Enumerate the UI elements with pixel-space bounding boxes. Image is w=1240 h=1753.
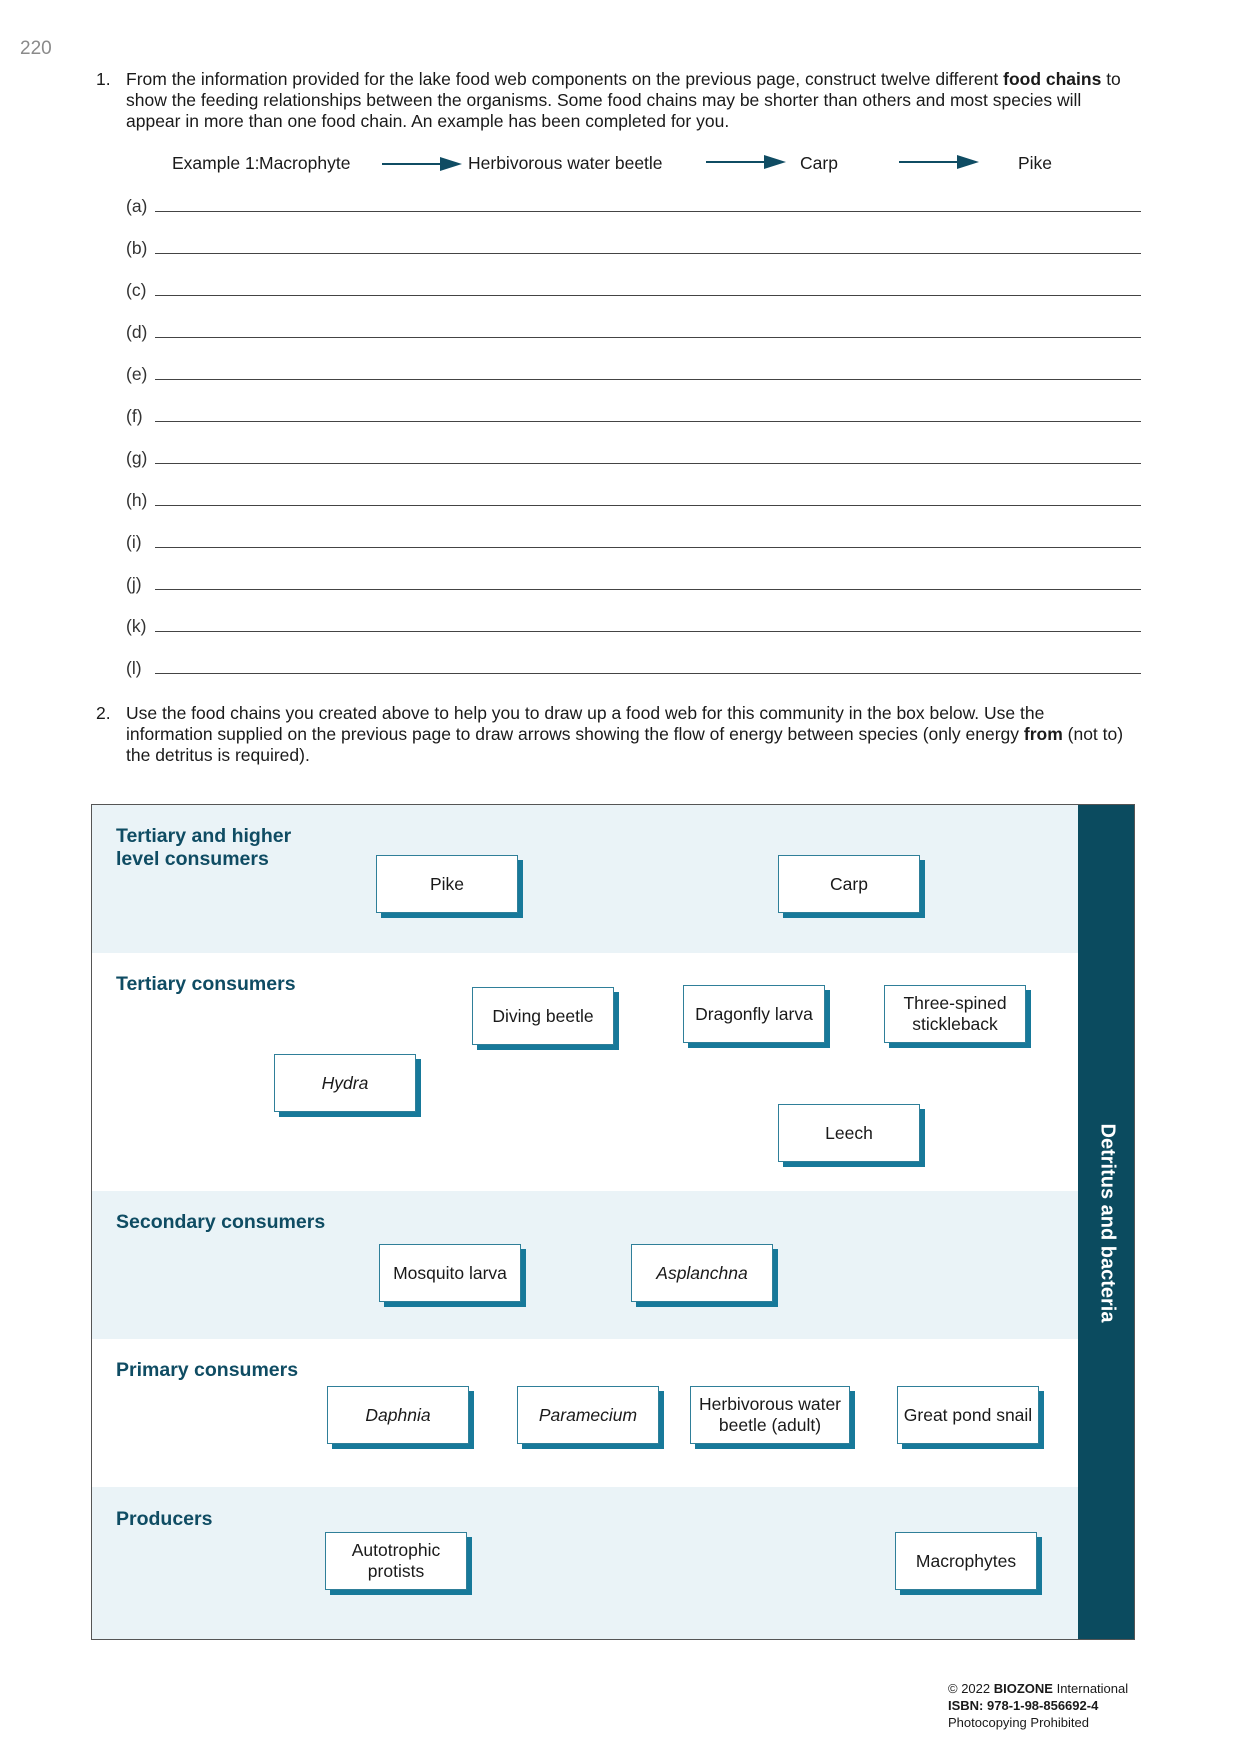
- detritus-label: Detritus and bacteria: [1096, 1123, 1119, 1323]
- organism-paramecium[interactable]: Paramecium: [517, 1386, 659, 1444]
- organism-daphnia[interactable]: Daphnia: [327, 1386, 469, 1444]
- organism-asplanchna[interactable]: Asplanchna: [631, 1244, 773, 1302]
- answer-line-l[interactable]: [155, 673, 1141, 674]
- example-label: Example 1:: [172, 153, 260, 173]
- question-2-number: 2.: [96, 703, 111, 723]
- photocopy-notice: Photocopying Prohibited: [948, 1715, 1089, 1730]
- answer-label-g: (g): [126, 448, 148, 468]
- organism-herbivorous-water-beetle[interactable]: Herbivorous water beetle (adult): [690, 1386, 850, 1444]
- example-organism-1: Macrophyte: [259, 153, 351, 173]
- isbn: ISBN: 978-1-98-856692-4: [948, 1698, 1099, 1713]
- organism-great-pond-snail[interactable]: Great pond snail: [897, 1386, 1039, 1444]
- copyright-suffix: International: [1052, 1681, 1129, 1696]
- organism-three-spined-stickleback[interactable]: Three-spined stickleback: [884, 985, 1026, 1043]
- level-label-producers: Producers: [116, 1508, 213, 1530]
- organism-leech[interactable]: Leech: [778, 1104, 920, 1162]
- question-1-text-b: to show the feeding relationships between the organisms. Some food chains may be shorter than others and most species will appear in more than one food chain. An example has been completed for you.: [126, 69, 1121, 131]
- level-label-primary: Primary consumers: [116, 1359, 299, 1381]
- answer-label-k: (k): [126, 616, 147, 636]
- example-organism-4: Pike: [1018, 153, 1053, 173]
- organism-pike[interactable]: Pike: [376, 855, 518, 913]
- detritus-sidebar[interactable]: [1078, 805, 1135, 1640]
- question-1-number: 1.: [96, 69, 111, 89]
- answer-label-a: (a): [126, 196, 148, 216]
- answer-label-b: (b): [126, 238, 148, 258]
- answer-line-k[interactable]: [155, 631, 1141, 632]
- question-1-bold: food chains: [1003, 69, 1102, 89]
- footer: [948, 1680, 1128, 1731]
- organism-hydra[interactable]: Hydra: [274, 1054, 416, 1112]
- question-2-text: [126, 703, 1126, 766]
- answer-line-h[interactable]: [155, 505, 1141, 506]
- organism-mosquito-larva[interactable]: Mosquito larva: [379, 1244, 521, 1302]
- level-label-tertiary-higher: Tertiary and higher level consumers: [116, 825, 292, 870]
- question-2-bold: from: [1023, 724, 1063, 744]
- answer-label-d: (d): [126, 322, 148, 342]
- answer-label-e: (e): [126, 364, 148, 384]
- answer-line-g[interactable]: [155, 463, 1141, 464]
- organism-carp[interactable]: Carp: [778, 855, 920, 913]
- answer-line-a[interactable]: [155, 211, 1141, 212]
- answer-line-f[interactable]: [155, 421, 1141, 422]
- answer-label-h: (h): [126, 490, 148, 510]
- question-2-text-a: Use the food chains you created above to help you to draw up a food web for this community in the box below. Use the information supplied on the previous page to draw arrows showing the flow of energy between species (only energy: [126, 703, 1045, 744]
- question-1-text: [126, 69, 1126, 132]
- level-label-tertiary: Tertiary consumers: [116, 973, 296, 995]
- answer-label-l: (l): [126, 658, 142, 678]
- answer-line-b[interactable]: [155, 253, 1141, 254]
- arrow-icon: [382, 157, 462, 171]
- answer-line-c[interactable]: [155, 295, 1141, 296]
- arrow-icon: [899, 155, 979, 169]
- copyright-prefix: © 2022: [948, 1681, 994, 1696]
- answer-label-i: (i): [126, 532, 142, 552]
- brand-name: BIOZONE: [993, 1681, 1053, 1696]
- organism-diving-beetle[interactable]: Diving beetle: [472, 987, 614, 1045]
- food-web-drawing-area[interactable]: [91, 804, 1135, 1640]
- page-number: 220: [20, 38, 52, 59]
- answer-line-d[interactable]: [155, 337, 1141, 338]
- answer-line-j[interactable]: [155, 589, 1141, 590]
- organism-macrophytes[interactable]: Macrophytes: [895, 1532, 1037, 1590]
- example-organism-3: Carp: [800, 153, 838, 173]
- answer-line-e[interactable]: [155, 379, 1141, 380]
- organism-autotrophic-protists[interactable]: Autotrophic protists: [325, 1532, 467, 1590]
- example-organism-2: Herbivorous water beetle: [468, 153, 663, 173]
- question-2-text-b: (not to) the detritus is required).: [126, 724, 1124, 765]
- answer-label-f: (f): [126, 406, 143, 426]
- organism-dragonfly-larva[interactable]: Dragonfly larva: [683, 985, 825, 1043]
- question-1-text-a: From the information provided for the lake food web components on the previous page, construct twelve different: [126, 69, 1004, 89]
- answer-label-j: (j): [126, 574, 142, 594]
- answer-line-i[interactable]: [155, 547, 1141, 548]
- arrow-icon: [706, 155, 786, 169]
- answer-label-c: (c): [126, 280, 147, 300]
- level-label-secondary: Secondary consumers: [116, 1211, 326, 1233]
- copyright-line: [948, 1680, 1128, 1697]
